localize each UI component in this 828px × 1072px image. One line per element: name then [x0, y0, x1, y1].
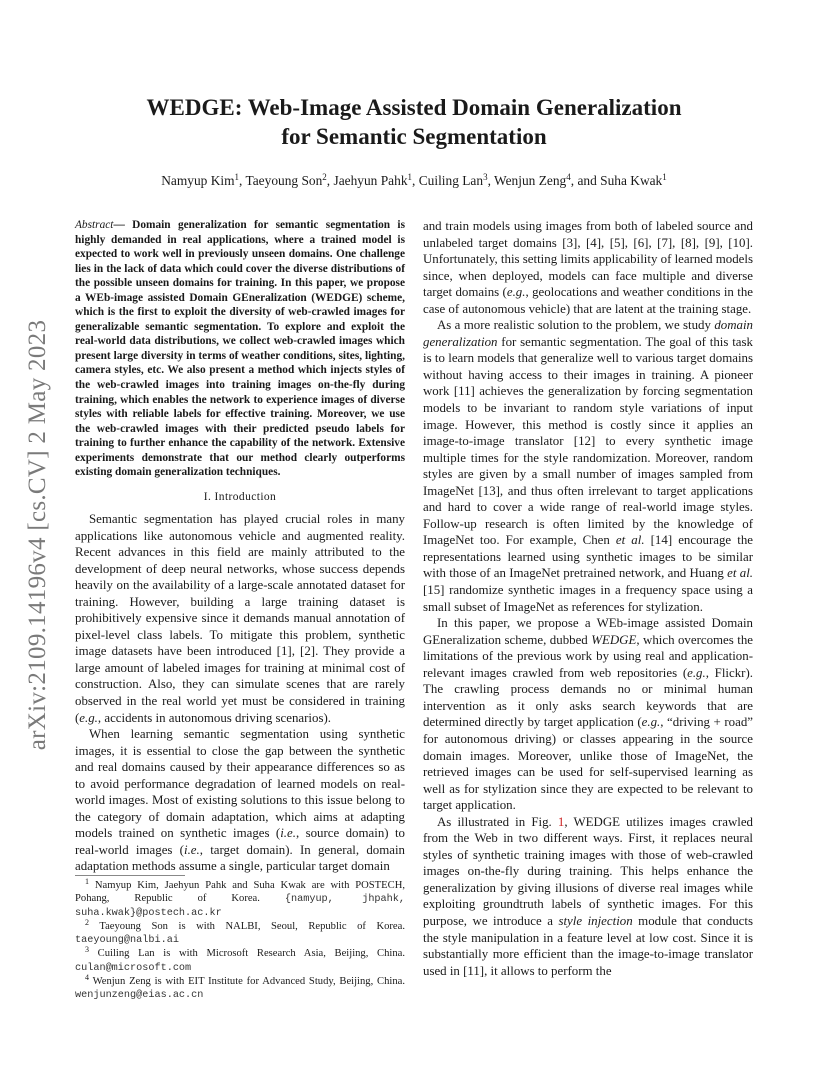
footnote-text: Cuiling Lan is with Microsoft Research Asia, Beijing, China.	[97, 948, 405, 960]
paragraph-text: for semantic segmentation. The goal of this task is to learn models that generalize well to various target domains without having access to their images in training. A pioneer work [11] achieves the generalization by forcing segmentation models to be invariant to random style variations of input image. However, this method is costly since it applies an image-to-image translator [12] to every synthetic image multiple times for the style randomization. Moreover, random styles are given by a small number of images sampled from ImageNet [13], and thus often irrelevant to target applications and hard to cover a wide range of real-world image styles. Follow-up research is often limited by the knowledge of ImageNet too. For example, Chen	[423, 334, 753, 548]
footnote	[75, 947, 405, 974]
author-name: Taeyoung Son	[245, 173, 323, 188]
emphasis: i.e.	[183, 842, 200, 857]
paragraph-text: As illustrated in Fig.	[437, 814, 558, 829]
footnote-mark: 2	[85, 918, 89, 928]
emphasis: e.g.	[79, 710, 98, 725]
left-column-body	[75, 511, 405, 875]
arxiv-identifier: arXiv:2109.14196v4 [cs.CV] 2 May 2023	[24, 319, 51, 751]
affiliation-mark: 1	[662, 172, 667, 182]
emphasis: e.g.	[506, 285, 526, 300]
paragraph-text: In this paper, we propose a WEb-image assisted Domain GEneralization scheme, dubbed	[423, 616, 753, 647]
emphasis: domain generalization	[423, 318, 753, 349]
emphasis: e.g.	[641, 715, 661, 730]
paragraph	[75, 726, 405, 875]
author-name: Jaehyun Pahk	[333, 173, 408, 188]
footnote-rule	[75, 875, 185, 876]
paragraph-text: [15] randomize synthetic images in a frequency space using a small subset of ImageNet as references for stylization.	[423, 583, 753, 614]
affiliation-mark: 1	[407, 172, 413, 182]
paragraph-text: , geolocations and weather conditions in the case of autonomous vehicle) that are latent at the training stage.	[423, 285, 753, 316]
footnote-mark: 4	[85, 972, 89, 982]
affiliation-mark: 3	[483, 172, 488, 182]
abstract	[75, 218, 405, 480]
author-name: Wenjun Zeng	[494, 173, 567, 188]
footnote-mark: 3	[85, 945, 89, 955]
footnote-mark: 1	[85, 877, 89, 886]
footnotes	[75, 879, 405, 1002]
abstract-label: Abstract	[75, 219, 114, 231]
emphasis: i.e.	[280, 826, 296, 841]
affiliation-mark: 1	[234, 172, 240, 182]
paragraph-text: , accidents in autonomous driving scenarios).	[97, 710, 331, 725]
paragraph-text: module that conducts the style manipulation in a feature level at low cost. Since it is substantially more efficient than the image-to-image translator used in [11], it allows to perform the	[423, 913, 753, 978]
paragraph-text: , source domain) to real-world images (	[75, 826, 405, 857]
footnote	[75, 879, 405, 920]
author-list: Namyup Kim$^1$, Taeyoung Son$^2$, Jaehyun Pahk$^1$, Cuiling Lan$^3$, Wenjun Zeng$^4$, and Suha Kwak$^1$	[161, 172, 667, 188]
paragraph	[423, 814, 753, 979]
author-name: Cuiling Lan	[418, 173, 484, 188]
paper-title-line-1: WEDGE: Web-Image Assisted Domain Generalization	[146, 95, 682, 120]
emphasis: style injection	[558, 913, 633, 928]
paragraph	[423, 615, 753, 814]
paragraph	[423, 317, 753, 615]
email-link[interactable]: taeyoung@nalbi.ai	[75, 935, 179, 947]
right-column-body	[423, 218, 753, 979]
footnote	[75, 972, 405, 1002]
affiliation-mark: 4	[566, 172, 571, 182]
paragraph-text: , which overcomes the limitations of the previous work by using real and application-relevant images crawled from web repositories (	[423, 632, 754, 680]
footnote-text: Taeyoung Son is with NALBI, Seoul, Republic of Korea.	[99, 921, 405, 933]
paper-title-line-2: for Semantic Segmentation	[281, 124, 547, 149]
paragraph-text: , “driving + road” for autonomous driving) or classes appearing in the source domain images. Moreover, unlike those of ImageNet, the retrieved images can be used for self-supervised learning as well as for stylization since they are expected to be relevant to target application.	[423, 715, 753, 813]
emphasis: et al.	[727, 566, 753, 581]
paragraph-text: , WEDGE utilizes images crawled from the Web in two different ways. First, it replaces neural styles of synthetic training images with those of web-crawled images on-the-fly during training. This helps enhance the generalization by giving illusions of diverse real images while exploiting groundtruth labels of synthetic images. For this purpose, we introduce a	[423, 814, 753, 928]
paragraph-text: When learning semantic segmentation using synthetic images, it is essential to close the gap between the synthetic and real domains caused by their appearance differences so as to avoid performance degradation of learned models on real-world images. Most of existing solutions to this issue belong to the category of domain adaptation, which aims at adapting models trained on synthetic images (	[75, 727, 405, 841]
paragraph	[423, 218, 753, 317]
footnote	[75, 920, 405, 947]
paragraph-text: , Flickr). The crawling process demands no or minimal human intervention as it only asks search keywords that are determined directly by target application (	[423, 665, 753, 730]
author-conjunction: and	[577, 173, 597, 188]
author-name: Suha Kwak	[600, 173, 663, 188]
paragraph-text: [14] encourage the representations learned using synthetic images to be similar with those of an ImageNet pretrained network, and Huang	[423, 533, 753, 581]
affiliation-mark: 2	[322, 172, 327, 182]
paragraph-text: and train models using images from both of labeled source and unlabeled target domains [3], [4], [5], [6], [7], [8], [9], [10]. Unfortunately, this setting limits applicability of learned models since, when deployed, models can face multiple and diverse target domains (	[423, 219, 753, 300]
emphasis: et al.	[615, 533, 645, 548]
footnote-text: Wenjun Zeng is with EIT Institute for Advanced Study, Beijing, China.	[92, 975, 405, 987]
email-link[interactable]: {namyup, jhpahk, suha.kwak}@postech.ac.kr	[75, 894, 406, 920]
section-heading: I. Introduction	[203, 491, 277, 503]
figure-link[interactable]: 1	[557, 814, 565, 829]
emphasis: e.g.	[687, 665, 706, 680]
author-name: Namyup Kim	[161, 173, 235, 188]
email-link[interactable]: wenjunzeng@eias.ac.cn	[75, 989, 204, 1001]
paragraph-text: Semantic segmentation has played crucial roles in many applications like autonomous vehicle and augmented reality. Recent advances in this field are mainly attributed to the development of deep neural networks, whose success depends heavily on the availability of a large-scale annotated dataset for training. However, building a large training dataset is prohibitively expensive since it demands manual annotation of pixel-level class labels. To mitigate this problem, synthetic image datasets have been introduced [1], [2]. They provide a large amount of labeled images for training at minimal cost of construction. Also, they can simulate scenes that are rarely observed in the real world yet must be considered in training (	[75, 512, 405, 725]
abstract-text: — Domain generalization for semantic segmentation is highly demanded in real applications, where a trained model is expected to work well in previously unseen domains. One challenge lies in the lack of data which could cover the diverse distributions of the possible unseen domains for training. In this paper, we propose a WEb-image assisted Domain GEneralization (WEDGE) scheme, which is the first to exploit the diversity of web-crawled images for generalizable semantic segmentation. To explore and exploit the real-world data distributions, we collect web-crawled images which present large diversity in terms of weather conditions, sites, lighting, camera styles, etc. We also present a method which injects styles of the web-crawled images into training images on-the-fly during training, which enables the network to experience images of diverse styles with reliable labels for effective training. Moreover, we use the web-crawled images with their predicted pseudo labels for training to further enhance the capability of the network. Extensive experiments demonstrate that our method clearly outperforms existing domain generalization techniques.	[75, 219, 405, 479]
paragraph-text: , target domain). In general, domain adaptation methods assume a single, particular target domain	[75, 842, 406, 874]
emphasis: WEDGE	[591, 632, 637, 647]
footnote-text: Namyup Kim, Jaehyun Pahk and Suha Kwak are with POSTECH, Pohang, Republic of Korea.	[75, 880, 405, 905]
paragraph-text: As a more realistic solution to the problem, we study	[437, 318, 715, 333]
paragraph	[75, 511, 405, 726]
email-link[interactable]: culan@microsoft.com	[75, 962, 192, 974]
